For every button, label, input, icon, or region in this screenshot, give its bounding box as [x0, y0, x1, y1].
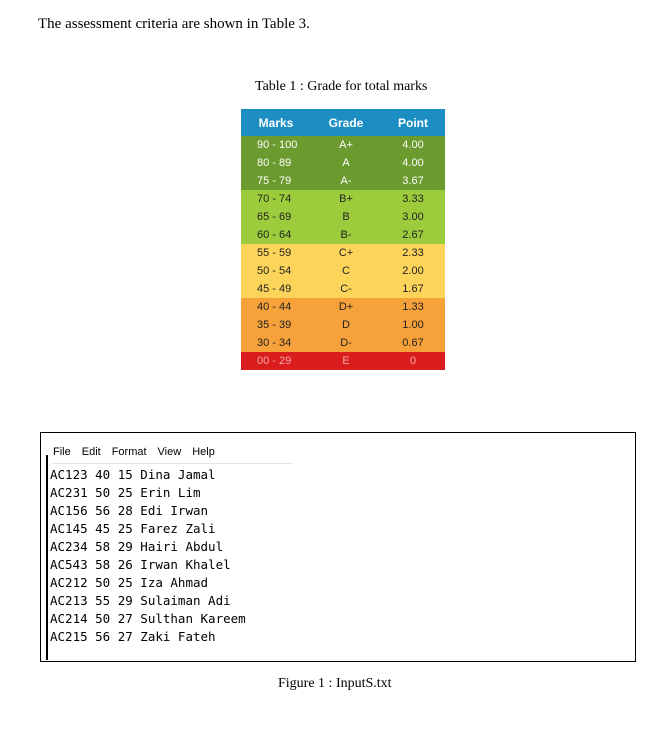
- header-marks: Marks: [241, 109, 311, 136]
- text-line: AC212 50 25 Iza Ahmad: [50, 575, 209, 590]
- grade-row: [241, 298, 445, 316]
- menu-view[interactable]: View: [157, 446, 182, 458]
- notepad-text-area[interactable]: [50, 466, 246, 646]
- grade-table-header: [241, 109, 445, 136]
- text-line: AC156 56 28 Edi Irwan: [50, 503, 209, 518]
- grade-row: [241, 352, 445, 370]
- menu-divider: [53, 463, 293, 464]
- grade-cell: C-: [340, 283, 352, 295]
- grade-cell: B-: [340, 229, 352, 241]
- point-cell: 2.33: [402, 247, 424, 259]
- grade-cell: B+: [339, 193, 353, 205]
- grade-row: [241, 172, 445, 190]
- grade-cell: E: [342, 355, 350, 367]
- marks-cell: 45 - 49: [257, 283, 292, 295]
- point-cell: 3.33: [402, 193, 424, 205]
- notepad-menubar: [53, 446, 215, 458]
- marks-cell: 60 - 64: [257, 229, 292, 241]
- grade-cell: A: [342, 157, 350, 169]
- point-cell: 3.67: [402, 175, 424, 187]
- grade-cell: C+: [338, 247, 354, 259]
- marks-cell: 30 - 34: [257, 337, 292, 349]
- header-point: Point: [381, 109, 445, 136]
- grade-row: [241, 262, 445, 280]
- grade-cell: A-: [340, 175, 352, 187]
- text-line: AC234 58 29 Hairi Abdul: [50, 539, 224, 554]
- grade-row: [241, 334, 445, 352]
- marks-cell: 50 - 54: [257, 265, 292, 277]
- grade-cell: D+: [338, 301, 354, 313]
- grade-cell: D: [342, 319, 350, 331]
- point-cell: 2.67: [402, 229, 424, 241]
- grade-cell: A+: [339, 139, 353, 151]
- point-cell: 4.00: [402, 139, 424, 151]
- grade-row: [241, 316, 445, 334]
- marks-cell: 70 - 74: [257, 193, 292, 205]
- text-line: AC214 50 27 Sulthan Kareem: [50, 611, 246, 626]
- marks-cell: 00 - 29: [257, 355, 292, 367]
- marks-cell: 90 - 100: [257, 139, 298, 151]
- text-line: AC123 40 15 Dina Jamal: [50, 467, 216, 482]
- grade-row: [241, 226, 445, 244]
- point-cell: 4.00: [402, 157, 424, 169]
- marks-cell: 40 - 44: [257, 301, 292, 313]
- marks-cell: 35 - 39: [257, 319, 292, 331]
- point-cell: 1.67: [402, 283, 424, 295]
- grade-row: [241, 136, 445, 154]
- grade-row: [241, 190, 445, 208]
- menu-edit[interactable]: Edit: [81, 446, 101, 458]
- point-cell: 2.00: [402, 265, 424, 277]
- marks-cell: 55 - 59: [257, 247, 292, 259]
- menu-help[interactable]: Help: [192, 446, 215, 458]
- grade-row: [241, 208, 445, 226]
- point-cell: 3.00: [402, 211, 424, 223]
- point-cell: 0: [409, 355, 417, 367]
- figure-caption: Figure 1 : InputS.txt: [278, 676, 392, 691]
- point-cell: 1.00: [402, 319, 424, 331]
- text-line: AC543 58 26 Irwan Khalel: [50, 557, 231, 572]
- menu-format[interactable]: Format: [111, 446, 147, 458]
- grade-row: [241, 154, 445, 172]
- marks-cell: 65 - 69: [257, 211, 292, 223]
- header-grade: Grade: [311, 109, 381, 136]
- point-cell: 0.67: [402, 337, 424, 349]
- grade-cell: B: [342, 211, 350, 223]
- table-caption: Table 1 : Grade for total marks: [255, 79, 428, 94]
- text-line: AC145 45 25 Farez Zali: [50, 521, 216, 536]
- notepad-window: [40, 432, 636, 662]
- marks-cell: 75 - 79: [257, 175, 292, 187]
- grade-cell: C: [342, 265, 350, 277]
- text-line: AC215 56 27 Zaki Fateh: [50, 629, 216, 644]
- notepad-edge: [46, 455, 48, 660]
- point-cell: 1.33: [402, 301, 424, 313]
- grade-row: [241, 244, 445, 262]
- text-line: AC213 55 29 Sulaiman Adi: [50, 593, 231, 608]
- grade-table: [241, 109, 445, 370]
- grade-cell: D-: [340, 337, 352, 349]
- menu-file[interactable]: File: [53, 446, 71, 458]
- marks-cell: 80 - 89: [257, 157, 292, 169]
- grade-row: [241, 280, 445, 298]
- intro-text: The assessment criteria are shown in Table 3.: [38, 16, 310, 32]
- text-line: AC231 50 25 Erin Lim: [50, 485, 201, 500]
